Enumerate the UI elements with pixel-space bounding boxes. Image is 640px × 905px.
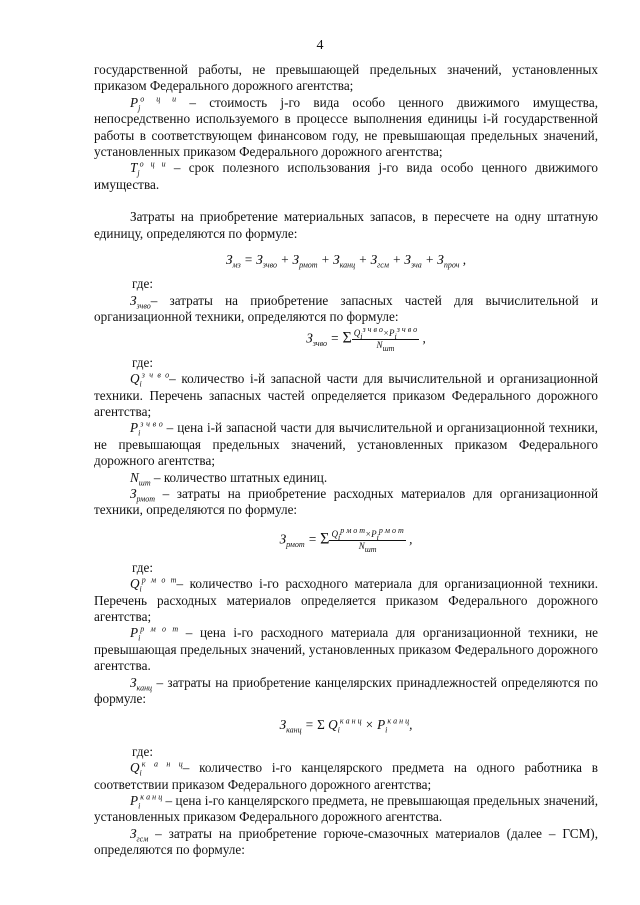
definition-n-sht: $N_{шт}$ – количество штатных единиц. (130, 469, 328, 488)
label-gde: где: (132, 354, 153, 370)
symbol: $T_j^{о ц и}$ (130, 160, 166, 179)
symbol: $Q_i^{к а н ц}$ (130, 759, 183, 778)
definition-p-zchvo: $P_i^{з ч в о}$ – цена i-й запасной части для вычислительной и организационной техники, не превышающая предельных значений, установленных приказом Федерального дорожного агентства; (94, 419, 598, 469)
definition-z-gsm: $З_{гсм}$ – затраты на приобретение горюче-смазочных материалов (далее – ГСМ), определяются по формуле: (94, 825, 598, 858)
definition-z-kanc: $З_{канц}$ – затраты на приобретение канцелярских принадлежностей определяются по формуле: (94, 674, 598, 706)
symbol: $З_{гсм}$ (130, 825, 149, 844)
label-gde: где: (132, 743, 153, 759)
formula-z-mz: $З_{мз} = З_{зчвo} + З_{рмот} + З_{канц} + З_{гсм} + З_{зча} + З_{проч}$ , (225, 252, 467, 270)
paragraph: Затраты на приобретение материальных запасов, в пересчете на одну штатную единицу, определяются по формуле: (94, 209, 598, 241)
page-number: 4 (316, 38, 324, 53)
definition-p-kanc: $P_i^{к а н ц}$ – цена i-го канцелярского предмета, не превышающая предельных значений, установленных приказом Федерального дорожного агентства. (94, 792, 598, 825)
definition-q-kanc: $Q_i^{к а н ц}-$ количество i-го канцелярского предмета на одного работника в соответствии приказом Федерального дорожного агентства; (94, 759, 598, 792)
formula-z-zchvo: $З_{зчво} = \Sigma$ $\frac{Q_i^{з ч в о}\times P_i^{з ч в о}}{N_{шт}}$ , (306, 324, 426, 353)
symbol: $P_i^{к а н ц}$ (130, 792, 163, 811)
definition-p-oci: $P_j^{о ц и}$ – стоимость j-го вида особо ценного движимого имущества, непосредственно используемого в процессе выполнения единицы i-й государственной работы в соответствующем финансовом году, не превышающая предельных значений, установленных приказом Федерального дорожного агентства; (94, 94, 598, 160)
definition-z-rmot: $З_{рмот}$ – затраты на приобретение расходных материалов для организационной техники, определяются по формуле: (94, 485, 598, 518)
label-gde: где: (132, 559, 153, 575)
definition-z-zchvo: $З_{зчво}-$ затраты на приобретение запасных частей для вычислительной и организационной техники, определяются по формуле: (94, 292, 598, 325)
formula-z-kanc: $З_{канц} = \Sigma$ $Q_i^{к а н ц} \times P_i^{к а н ц}$, (279, 717, 413, 736)
symbol: $P_i^{з ч в о}$ (130, 419, 163, 438)
symbol: $P_j^{о ц и}$ (130, 94, 177, 113)
symbol: $З_{канц}$ (130, 674, 153, 693)
definition-q-rmot: $Q_i^{р м о т}-$ количество i-го расходного материала для организационной техники. Перечень расходных материалов определяется приказом Федерального дорожного агентства; (94, 575, 598, 624)
symbol: $Q_i^{з ч в о}$ (130, 370, 170, 389)
symbol: $З_{зчво}$ (130, 292, 151, 311)
label-gde: где: (132, 276, 153, 292)
symbol: $Q_i^{р м о т}$ (130, 575, 177, 594)
definition-t-oci: $T_j^{о ц и}$ – срок полезного использования j-го вида особо ценного движимого имущества. (94, 160, 598, 192)
symbol: $З_{рмот}$ (130, 485, 156, 504)
symbol: $N_{шт}$ (130, 469, 151, 488)
symbol: $P_i^{р м о т}$ (130, 624, 179, 644)
definition-p-rmot: $P_i^{р м о т}$ – цена i-го расходного материала для организационной техники, не превышающая предельных значений, установленных приказом Федерального дорожного агентства. (94, 624, 598, 674)
paragraph: государственной работы, не превышающей предельных значений, установленных приказом Федерального дорожного агентства; (94, 62, 598, 94)
formula-z-rmot: $З_{рмот} = \Sigma$ $\frac{Q_i^{р м о т}\times P_i^{р м о т}}{N_{шт}}$ , (279, 525, 413, 554)
definition-q-zchvo: $Q_i^{з ч в о}-$ количество i-й запасной части для вычислительной и организационной техники. Перечень запасных частей определяется приказом Федерального дорожного агентства; (94, 370, 598, 419)
document-body (94, 62, 598, 859)
